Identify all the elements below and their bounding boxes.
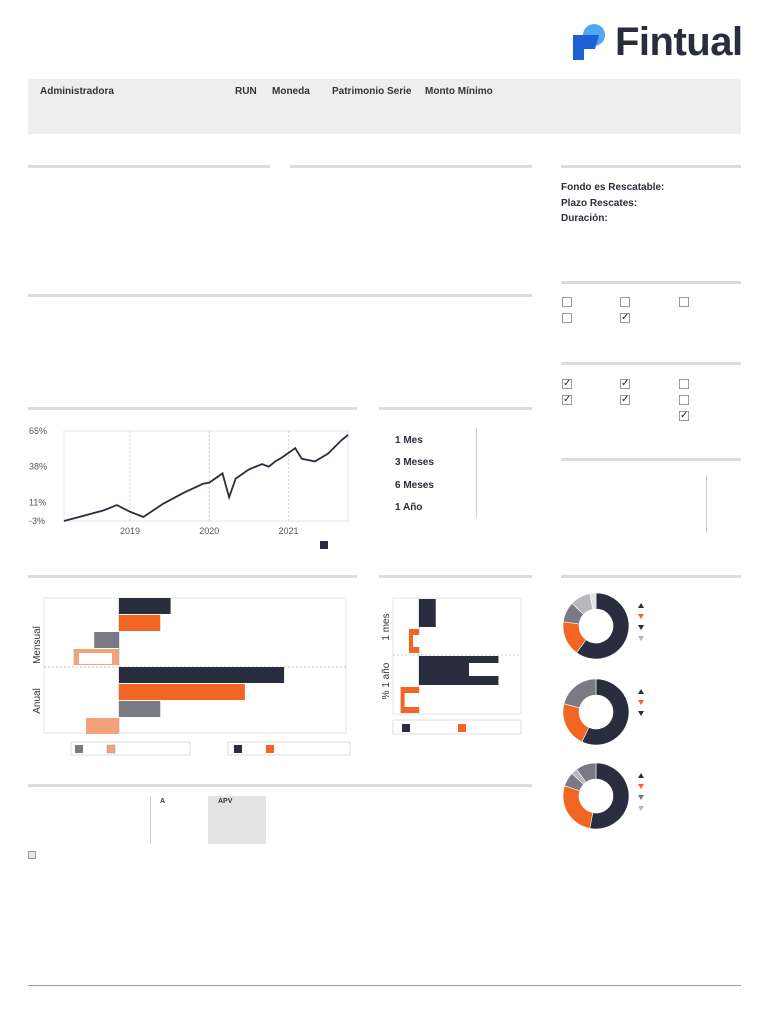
plot-frame bbox=[64, 431, 348, 521]
series-col-apv: APV bbox=[218, 798, 233, 805]
bar bbox=[86, 718, 119, 734]
checkbox-checked[interactable]: ✓ bbox=[621, 394, 630, 405]
bar bbox=[94, 632, 119, 648]
label-plazo-rescates: Plazo Rescates: bbox=[561, 198, 638, 209]
triangle-down-icon bbox=[638, 795, 644, 800]
line-chart-legend-swatch bbox=[320, 541, 328, 549]
series-col-a: A bbox=[160, 798, 166, 805]
header-col-patrimonio: Patrimonio Serie bbox=[332, 86, 412, 97]
bar-label-box bbox=[469, 663, 502, 676]
allocation-donut-3 bbox=[560, 760, 650, 835]
triangle-up-icon bbox=[638, 689, 644, 694]
legend-box bbox=[228, 742, 350, 755]
period-1-ano[interactable]: 1 Año bbox=[395, 502, 423, 513]
bar-gap bbox=[405, 693, 423, 707]
bar bbox=[119, 684, 245, 700]
period-6-meses[interactable]: 6 Meses bbox=[395, 480, 434, 491]
triangle-down-icon bbox=[638, 700, 644, 705]
header-col-monto-minimo: Monto Mínimo bbox=[425, 86, 493, 97]
bar bbox=[119, 598, 171, 614]
triangle-down-icon bbox=[638, 806, 644, 811]
section-divider bbox=[28, 294, 532, 297]
y-tick-label: 65% bbox=[29, 426, 48, 436]
donut-slice bbox=[563, 704, 589, 742]
section-divider bbox=[28, 784, 532, 787]
series-line bbox=[64, 435, 348, 521]
legend-box bbox=[393, 720, 521, 734]
info-divider bbox=[706, 475, 707, 533]
checkbox[interactable] bbox=[562, 297, 572, 307]
checkbox[interactable] bbox=[679, 395, 689, 405]
checkbox[interactable] bbox=[620, 297, 630, 307]
checkbox[interactable] bbox=[679, 379, 689, 389]
bar bbox=[119, 667, 284, 683]
label-duracion: Duración: bbox=[561, 213, 608, 224]
section-divider bbox=[561, 362, 741, 365]
y-tick-label: -3% bbox=[29, 516, 46, 526]
group-label-1-mes: 1 mes bbox=[381, 613, 392, 641]
section-divider bbox=[561, 281, 741, 284]
x-tick-label: 2021 bbox=[278, 526, 299, 536]
bar bbox=[419, 599, 436, 627]
checkbox-checked[interactable]: ✓ bbox=[563, 378, 572, 389]
triangle-down-icon bbox=[638, 636, 644, 641]
triangle-up-icon bbox=[638, 773, 644, 778]
checkbox-checked[interactable]: ✓ bbox=[563, 394, 572, 405]
period-divider bbox=[476, 428, 477, 518]
header-col-run: RUN bbox=[235, 86, 257, 97]
period-3-meses[interactable]: 3 Meses bbox=[395, 457, 434, 468]
bar bbox=[119, 701, 160, 717]
fintual-logo-icon bbox=[572, 22, 610, 62]
bar-label-box bbox=[79, 653, 112, 664]
section-divider bbox=[290, 165, 532, 168]
legend-swatch bbox=[458, 724, 466, 732]
triangle-up-icon bbox=[638, 603, 644, 608]
allocation-donut-2 bbox=[560, 676, 650, 748]
bar bbox=[119, 615, 160, 631]
section-divider bbox=[28, 407, 357, 410]
group-label-anual: Anual bbox=[32, 688, 43, 714]
y-tick-label: 38% bbox=[29, 461, 48, 472]
header-col-moneda: Moneda bbox=[272, 86, 310, 97]
section-divider bbox=[28, 575, 357, 578]
group-label-mensual: Mensual bbox=[32, 626, 43, 664]
legend-swatch bbox=[266, 745, 274, 753]
checkbox[interactable] bbox=[679, 297, 689, 307]
section-divider bbox=[561, 165, 741, 168]
allocation-donut-1 bbox=[560, 590, 650, 662]
section-divider bbox=[561, 458, 741, 461]
section-divider bbox=[379, 575, 532, 578]
header-col-administradora: Administradora bbox=[40, 86, 114, 97]
footer-divider bbox=[28, 985, 741, 986]
triangle-down-icon bbox=[638, 784, 644, 789]
plot-frame bbox=[44, 598, 346, 733]
y-tick-label: 11% bbox=[29, 497, 47, 508]
checkbox-checked[interactable]: ✓ bbox=[621, 312, 630, 323]
x-tick-label: 2019 bbox=[120, 526, 141, 536]
legend-swatch bbox=[234, 745, 242, 753]
triangle-down-icon bbox=[638, 625, 644, 630]
fintual-logo-text: Fintual bbox=[615, 20, 743, 64]
section-divider bbox=[379, 407, 532, 410]
group-label-1-ano: % 1 año bbox=[381, 662, 392, 700]
table-divider bbox=[150, 796, 151, 844]
monthly-annual-bar-chart bbox=[28, 593, 358, 763]
legend-box bbox=[71, 742, 190, 755]
checkbox[interactable] bbox=[562, 313, 572, 323]
section-divider bbox=[28, 165, 270, 168]
donut-slice bbox=[563, 786, 593, 829]
fintual-logo bbox=[572, 22, 610, 67]
checkbox-checked[interactable]: ✓ bbox=[621, 378, 630, 389]
section-divider bbox=[561, 575, 741, 578]
legend-swatch bbox=[75, 745, 83, 753]
x-tick-label: 2020 bbox=[199, 526, 220, 536]
bar-gap bbox=[413, 635, 423, 647]
returns-line-chart bbox=[28, 420, 358, 555]
one-month-one-year-bar-chart bbox=[379, 593, 529, 738]
legend-swatch bbox=[107, 745, 115, 753]
donut-slice bbox=[564, 679, 596, 708]
series-apv-cell bbox=[208, 796, 266, 844]
period-1-mes[interactable]: 1 Mes bbox=[395, 435, 423, 446]
checkbox-checked[interactable]: ✓ bbox=[680, 410, 689, 421]
label-rescatable: Fondo es Rescatable: bbox=[561, 182, 665, 193]
triangle-down-icon bbox=[638, 711, 644, 716]
legend-swatch bbox=[402, 724, 410, 732]
triangle-down-icon bbox=[638, 614, 644, 619]
checkbox[interactable] bbox=[28, 851, 36, 859]
